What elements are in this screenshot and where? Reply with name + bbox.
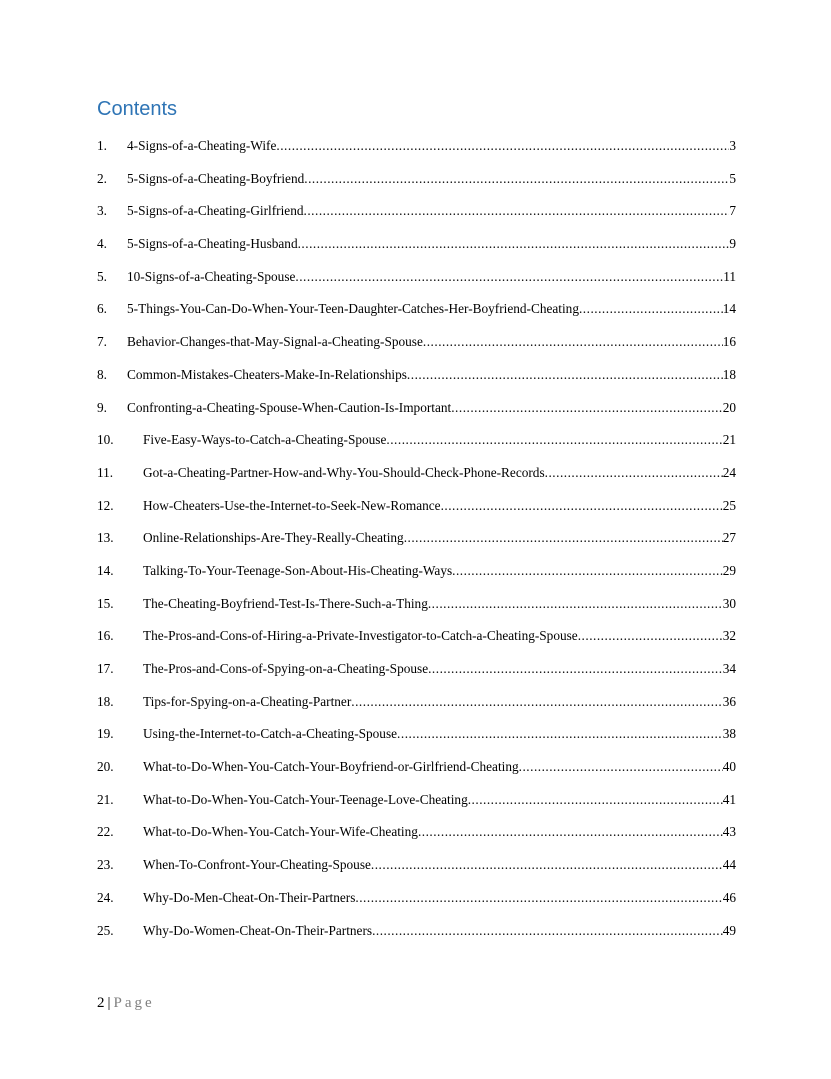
table-of-contents: [97, 138, 736, 955]
toc-entry-number: 17.: [97, 661, 114, 676]
toc-entry-page: 32: [722, 628, 736, 644]
toc-entry-number: 13.: [97, 530, 114, 546]
toc-entry[interactable]: [97, 596, 736, 629]
toc-entry-page: 3: [729, 138, 736, 153]
toc-entry[interactable]: [97, 334, 736, 367]
toc-entry-page: 14: [722, 301, 736, 317]
toc-entry-number: 8.: [97, 366, 107, 382]
toc-entry-title[interactable]: How-Cheaters-Use-the-Internet-to-Seek-New-Romance: [143, 497, 441, 513]
toc-dot-leader: [468, 792, 723, 808]
toc-entry-title[interactable]: Online-Relationships-Are-They-Really-Cheating: [143, 530, 404, 546]
toc-entry-title[interactable]: The-Pros-and-Cons-of-Spying-on-a-Cheating-Spouse: [143, 661, 429, 676]
toc-dot-leader: [423, 334, 723, 350]
toc-dot-leader: [404, 530, 723, 546]
toc-entry-page: 36: [722, 693, 736, 709]
toc-entry-page: 30: [722, 595, 736, 611]
toc-entry-number: 10.: [97, 432, 114, 448]
toc-entry-number: 21.: [97, 791, 114, 807]
toc-entry-number: 3.: [97, 203, 107, 219]
toc-entry[interactable]: [97, 138, 736, 171]
toc-dot-leader: [418, 824, 723, 840]
toc-entry-title[interactable]: Behavior-Changes-that-May-Signal-a-Cheating-Spouse: [127, 334, 423, 350]
toc-entry-title[interactable]: 4-Signs-of-a-Cheating-Wife: [127, 138, 277, 153]
toc-entry-number: 16.: [97, 628, 114, 644]
toc-entry[interactable]: [97, 171, 736, 204]
toc-entry-page: 27: [722, 530, 736, 546]
toc-dot-leader: [452, 563, 723, 579]
toc-entry[interactable]: [97, 628, 736, 661]
toc-entry-number: 2.: [97, 170, 107, 186]
toc-entry[interactable]: [97, 465, 736, 498]
toc-dot-leader: [397, 726, 723, 742]
toc-entry-title[interactable]: Got-a-Cheating-Partner-How-and-Why-You-Should-Check-Phone-Records: [143, 464, 545, 480]
toc-entry-number: 6.: [97, 301, 107, 317]
toc-entry-page: 38: [722, 726, 736, 742]
footer-page-label: Page: [113, 995, 155, 1011]
toc-entry-page: 11: [723, 268, 736, 284]
toc-entry-page: 46: [722, 889, 736, 905]
toc-entry-title[interactable]: 10-Signs-of-a-Cheating-Spouse: [127, 268, 296, 284]
toc-entry-number: 20.: [97, 759, 114, 775]
toc-dot-leader: [295, 269, 723, 285]
toc-dot-leader: [407, 367, 723, 383]
toc-entry[interactable]: [97, 432, 736, 465]
toc-entry-page: 29: [722, 562, 736, 578]
toc-entry[interactable]: [97, 301, 736, 334]
toc-dot-leader: [578, 628, 723, 644]
toc-entry-page: 9: [729, 236, 736, 252]
toc-entry-number: 18.: [97, 693, 114, 709]
toc-dot-leader: [579, 301, 723, 317]
toc-dot-leader: [386, 432, 722, 448]
toc-entry-page: 41: [722, 791, 736, 807]
toc-entry[interactable]: [97, 726, 736, 759]
toc-entry-number: 11.: [97, 464, 114, 480]
toc-dot-leader: [351, 694, 722, 710]
toc-entry-page: 44: [722, 857, 736, 873]
toc-entry[interactable]: [97, 269, 736, 302]
toc-entry-number: 14.: [97, 562, 114, 578]
toc-dot-leader: [304, 203, 730, 219]
toc-entry-page: 18: [722, 366, 736, 382]
toc-dot-leader: [428, 661, 723, 677]
toc-dot-leader: [298, 236, 730, 252]
toc-entry-number: 5.: [97, 268, 107, 284]
toc-dot-leader: [372, 923, 723, 939]
toc-dot-leader: [545, 465, 723, 481]
toc-entry-page: 40: [722, 759, 736, 775]
toc-entry[interactable]: [97, 661, 736, 694]
toc-entry-number: 15.: [97, 595, 114, 611]
toc-entry-title[interactable]: 5-Signs-of-a-Cheating-Husband: [127, 236, 298, 252]
toc-entry-page: 25: [722, 497, 736, 513]
toc-entry-title[interactable]: Common-Mistakes-Cheaters-Make-In-Relationships: [127, 366, 407, 382]
toc-entry-page: 24: [722, 464, 736, 480]
toc-entry-title[interactable]: 5-Signs-of-a-Cheating-Girlfriend: [127, 203, 304, 219]
toc-entry-number: 24.: [97, 889, 114, 905]
toc-entry-page: 34: [722, 661, 736, 676]
toc-entry-title[interactable]: Tips-for-Spying-on-a-Cheating-Partner: [143, 693, 352, 709]
toc-dot-leader: [441, 498, 723, 514]
toc-entry-number: 4.: [97, 236, 107, 252]
toc-entry-number: 1.: [97, 138, 107, 153]
toc-entry[interactable]: [97, 857, 736, 890]
toc-entry-number: 7.: [97, 334, 107, 350]
toc-entry-number: 9.: [97, 399, 107, 415]
toc-entry[interactable]: [97, 792, 736, 825]
toc-entry-page: 49: [722, 922, 736, 938]
toc-entry-number: 12.: [97, 497, 114, 513]
toc-entry[interactable]: [97, 236, 736, 269]
toc-entry-title[interactable]: Five-Easy-Ways-to-Catch-a-Cheating-Spouse: [143, 432, 387, 448]
toc-dot-leader: [355, 890, 722, 906]
toc-entry[interactable]: [97, 563, 736, 596]
toc-entry-title[interactable]: What-to-Do-When-You-Catch-Your-Wife-Cheating: [143, 824, 418, 840]
toc-dot-leader: [304, 171, 729, 187]
toc-entry-title[interactable]: Using-the-Internet-to-Catch-a-Cheating-Spouse: [143, 726, 398, 742]
toc-entry-title[interactable]: Talking-To-Your-Teenage-Son-About-His-Cheating-Ways: [143, 562, 453, 578]
toc-entry-page: 20: [722, 399, 736, 415]
toc-entry-number: 22.: [97, 824, 114, 840]
page-footer: [97, 995, 155, 1012]
toc-dot-leader: [519, 759, 723, 775]
toc-dot-leader: [428, 596, 723, 612]
footer-page-number: 2: [97, 995, 105, 1011]
toc-entry-title[interactable]: Why-Do-Men-Cheat-On-Their-Partners: [143, 889, 356, 905]
footer-separator: |: [107, 995, 111, 1011]
toc-dot-leader: [371, 857, 723, 873]
toc-entry[interactable]: [97, 694, 736, 727]
toc-entry-page: 43: [722, 824, 736, 840]
toc-entry-title[interactable]: What-to-Do-When-You-Catch-Your-Teenage-Love-Cheating: [143, 791, 468, 807]
toc-entry[interactable]: [97, 203, 736, 236]
toc-entry-title[interactable]: 5-Things-You-Can-Do-When-Your-Teen-Daughter-Catches-Her-Boyfriend-Cheating: [127, 301, 579, 317]
toc-entry-number: 19.: [97, 726, 114, 742]
toc-entry-title[interactable]: Why-Do-Women-Cheat-On-Their-Partners: [143, 922, 373, 938]
toc-entry[interactable]: [97, 400, 736, 433]
toc-entry-page: 5: [729, 170, 736, 186]
toc-entry[interactable]: [97, 759, 736, 792]
toc-entry[interactable]: [97, 923, 736, 956]
toc-entry-title[interactable]: Confronting-a-Cheating-Spouse-When-Caution-Is-Important: [127, 399, 452, 415]
toc-entry-number: 23.: [97, 857, 114, 873]
toc-entry-title[interactable]: The-Cheating-Boyfriend-Test-Is-There-Such-a-Thing: [143, 595, 428, 611]
toc-entry[interactable]: [97, 530, 736, 563]
toc-entry-page: 21: [722, 432, 736, 448]
contents-heading: Contents: [97, 98, 178, 120]
toc-entry[interactable]: [97, 367, 736, 400]
toc-entry-title[interactable]: What-to-Do-When-You-Catch-Your-Boyfriend-or-Girlfriend-Cheating: [143, 759, 519, 775]
toc-dot-leader: [451, 400, 722, 416]
toc-entry[interactable]: [97, 824, 736, 857]
toc-entry-title[interactable]: 5-Signs-of-a-Cheating-Boyfriend: [127, 170, 305, 186]
toc-entry-title[interactable]: When-To-Confront-Your-Cheating-Spouse: [143, 857, 371, 873]
toc-entry-number: 25.: [97, 922, 114, 938]
toc-entry[interactable]: [97, 498, 736, 531]
toc-dot-leader: [276, 138, 729, 154]
toc-entry-title[interactable]: The-Pros-and-Cons-of-Hiring-a-Private-Investigator-to-Catch-a-Cheating-Spouse: [143, 628, 578, 644]
toc-entry[interactable]: [97, 890, 736, 923]
toc-entry-page: 7: [729, 203, 736, 219]
toc-entry-page: 16: [722, 334, 736, 350]
